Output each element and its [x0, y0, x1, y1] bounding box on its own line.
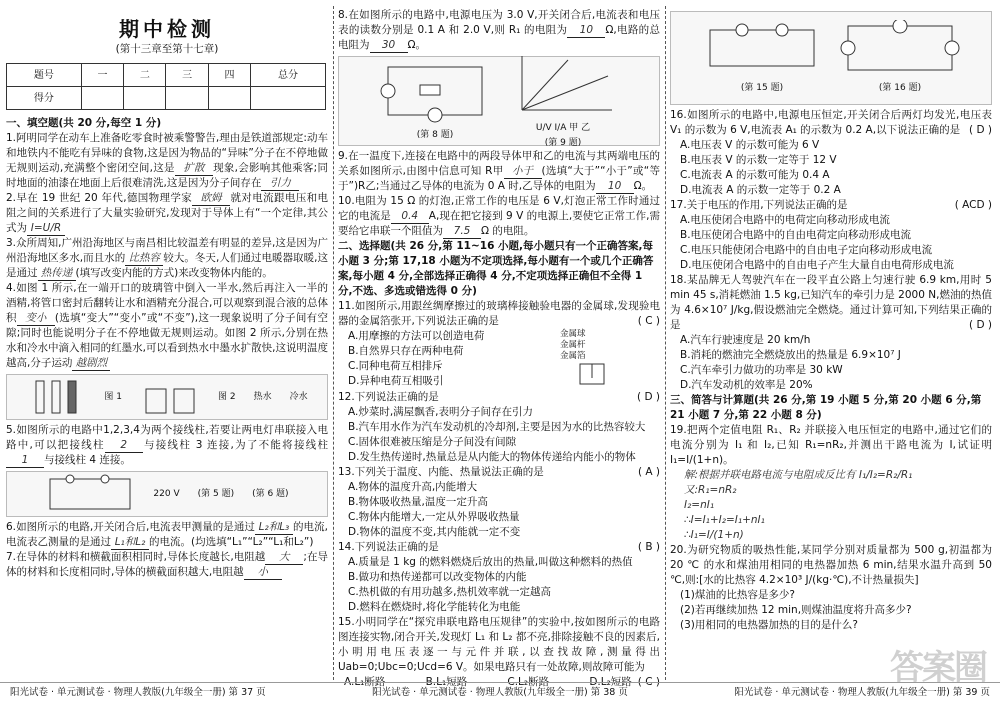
answer-blank: L₂和L₃ [255, 521, 293, 535]
series-label-jia: 甲 [569, 122, 579, 133]
option-a: A.炒菜时,满屋飘香,表明分子间存在引力 [348, 406, 534, 418]
answer-blank: 热传递 [38, 267, 76, 281]
option-d: D.汽车发动机的效率是 20% [680, 379, 813, 391]
answer-blank: 小于 [504, 165, 542, 179]
answer-mark: ( C ) [637, 676, 660, 688]
figure-caption: 图 1 [104, 391, 122, 402]
option-c: C.热机做的有用功越多,热机效率就一定越高 [348, 586, 552, 598]
option-d: D.L₂短路 [589, 676, 632, 688]
option-a: A.汽车行驶速度是 20 km/h [680, 334, 811, 346]
answer-blank: 变小 [17, 312, 55, 326]
column-divider [665, 6, 666, 680]
option-a: A.电压表 V 的示数可能为 6 V [680, 139, 820, 151]
section-fill-blank: 一、填空题(共 20 分,每空 1 分) [6, 117, 162, 129]
figure-15-16 [670, 11, 992, 105]
question-1: 1.阿明同学在动车上准备吃零食时被乘警警告,理由是铁道部规定:动车和地铁内不能吃有异味的食物,这是因为物品的“异味”分子在不停地做无规则运动,充满整个密闭空间,这是 扩散 现象,会影响其他乘客;同时地面的油漆在地面上后很难清洗,这是因为分子间存在 引力 [6, 132, 328, 189]
hot-water-label: 热水 [253, 391, 272, 402]
figure-8 [380, 59, 490, 143]
option-c: C.物体内能增大,一定从外界吸收热量 [348, 511, 520, 523]
option-b: B.做功和热传递都可以改变物体的内能 [348, 571, 527, 583]
voltage-label: 220 V [153, 488, 180, 499]
column-2 [338, 8, 660, 704]
question-4: 4.如图 1 所示,在一端开口的玻璃管中倒入一半水,然后再注入一半的酒精,将管口密封后翻转让水和酒精充分混合,可以观察到混合液的总体积 变小 (选填“变大”“变小”或“不变”),这一现象说明了分子间有空隙;同时也能说明分子在不停地做无规则运动。如图 2 所示,分别在热水和冷水中滴入相同的红墨水,可以看到热水中墨水扩散快,这说明温度越高,分子运动 越剧烈 [6, 282, 328, 369]
score-cell [81, 87, 123, 110]
option-c: C.固体很难被压缩是分子间没有间隙 [348, 436, 517, 448]
watermark-logo: 答案圈 [890, 648, 986, 688]
score-cell: 二 [124, 64, 166, 87]
score-row-values [7, 87, 326, 110]
sub-question: (2)若再继续加热 12 min,则煤油温度将升高多少? [680, 604, 912, 616]
question-14: 14.下列说法正确的是 ( B ) [338, 541, 660, 553]
score-cell [124, 87, 166, 110]
solution-line: ∴I=I₁+I₂=I₁+nI₁ [684, 514, 765, 526]
answer-blank: 大 [265, 551, 303, 565]
score-cell: 一 [81, 64, 123, 87]
figure-caption: (第 6 题) [252, 488, 289, 499]
answer-blank: 1 [6, 454, 44, 468]
score-cell: 得分 [7, 87, 82, 110]
answer-blank: 引力 [261, 177, 299, 191]
answer-blank: L₁和L₂ [111, 536, 149, 550]
question-12: 12.下列说法正确的是 ( D ) [338, 391, 660, 403]
sub-question: (3)用相同的电热器加热的目的是什么? [680, 619, 858, 631]
figure-diffusion [6, 374, 328, 420]
figure-caption: 图 2 [217, 391, 236, 402]
answer-mark: ( A ) [637, 466, 660, 478]
section-calculation: 三、简答与计算题(共 26 分,第 19 小题 5 分,第 20 小题 6 分,第 21 小题 7 分,第 22 小题 8 分) [670, 394, 982, 421]
question-9: 9.在一温度下,连接在电路中的两段导体甲和乙的电流与其两端电压的关系如图所示,由图中信息可知 R甲 小于 (选填“大于”“小于”或“等于”)R乙;当通过乙导体的电流为 0 A 时,乙导体的电阻为 10 Ω。 [338, 150, 660, 192]
answer-blank: I=U/R [27, 222, 65, 236]
question-10: 10.电阻为 15 Ω 的灯泡,正常工作的电压是 6 V,灯泡正常工作时通过它的电流是 0.4 A,现在把它接到 9 V 的电源上,要使它正常工作,需要给它串联一个阻值为 7.5 Ω 的电阻。 [338, 195, 661, 237]
score-cell: 题号 [7, 64, 82, 87]
option-c: C.电压只能使闭合电路中的自由电子定向移动形成电流 [680, 244, 933, 256]
question-19: 19.把两个定值电阻 R₁、R₂ 并联接入电压恒定的电路中,通过它们的电流分别为 I₁ 和 I₂,已知 R₁=nR₂,并测出干路电流为 I,试证明 I₁=I/(1+n)。 [670, 424, 992, 466]
question-6: 6.如图所示的电路,开关闭合后,电流表甲测量的是通过 L₂和L₃ 的电流,电流表乙测量的是通过 L₁和L₂ 的电流。(均选填“L₁”“L₂”“L₁和L₂”) [6, 521, 328, 548]
score-cell [166, 87, 208, 110]
question-11: 11.如图所示,用跟丝绸摩擦过的玻璃棒接触验电器的金属球,发现验电器的金属箔张开,下列说法正确的是 ( C ) [338, 300, 660, 327]
figure-caption: (第 16 题) [878, 83, 922, 93]
question-2: 2.早在 19 世纪 20 年代,德国物理学家 欧姆 就对电流跟电压和电阻之间的关系进行了大量实验研究,发现对于导体上有“一个定律,其公式为 I=U/R [6, 192, 328, 234]
beaker-figure-icon [140, 377, 200, 417]
score-cell [251, 87, 326, 110]
option-a: A.物体的温度升高,内能增大 [348, 481, 478, 493]
question-16: 16.如图所示的电路中,电源电压恒定,开关闭合后两灯均发光,电压表 V₁ 的示数为 6 V,电流表 A₁ 的示数为 0.2 A,以下说法正确的是 ( D ) [670, 109, 992, 136]
option-d: D.电压使闭合电路中的自由电子产生大量自由电荷形成电流 [680, 259, 954, 271]
option-c: C.电流表 A 的示数可能为 0.4 A [680, 169, 830, 181]
option-d: D.燃料在燃烧时,将化学能转化为电能 [348, 601, 521, 613]
figure-9 [508, 52, 618, 151]
figure-caption: (第 9 题) [544, 137, 582, 148]
solution-line: ∴I₁=I/(1+n) [684, 529, 744, 541]
column-1 [6, 8, 328, 704]
answer-blank: 10 [567, 24, 605, 38]
question-18: 18.某品牌无人驾驶汽车在一段平直公路上匀速行驶 6.9 km,用时 5 min 45 s,消耗燃油 1.5 kg,已知汽车的牵引力是 2000 N,燃油的热值为 4.6×10⁷ J/kg,假设燃油完全燃烧。通过计算可知,下列结果正确的是 ( D ) [670, 274, 992, 331]
option-a: A.电压使闭合电路中的电荷定向移动形成电流 [680, 214, 890, 226]
circuit-diagram-icon [380, 59, 490, 123]
option-a: A.用摩擦的方法可以创造电荷 [348, 330, 485, 342]
answer-mark: ( D ) [969, 124, 992, 136]
tube-figure-icon [26, 377, 86, 417]
answer-blank: 比热容 [125, 252, 163, 266]
option-b: B.物体吸收热量,温度一定升高 [348, 496, 488, 508]
sub-question: (1)煤油的比热容是多少? [680, 589, 795, 601]
question-15: 15.小明同学在“探究串联电路电压规律”的实验中,按如图所示的电路图连接实物,闭合开关,发现灯 L₁ 和 L₂ 都不亮,排除接触不良的因素后,小明用电压表逐一与元件并联,以查找故障,测量得出 Uab=0;Ubc=0;Ucd=6 V。如果电路只有一处故障,则故障可能为 ( C ) [338, 616, 660, 688]
solution-line: 解:根据并联电路电流与电阻成反比有 I₁/I₂=R₂/R₁ [684, 469, 913, 481]
axis-label-u: U/V [535, 122, 552, 133]
score-cell [208, 87, 250, 110]
label-metal-foil: 金属箔 [560, 351, 586, 361]
option-d: D.异种电荷互相吸引 [348, 375, 444, 387]
score-row-header [7, 64, 326, 87]
solution-19 [684, 468, 992, 543]
footer-right: 阳光试卷 · 单元测试卷 · 物理人教版(九年级全一册) 第 39 页 [734, 687, 990, 698]
question-7: 7.在导体的材料和横截面积相同时,导体长度越长,电阻越 大 ;在导体的材料和长度相同时,导体的横截面积越大,电阻越 小 [6, 551, 328, 578]
option-c: C.同种电荷互相排斥 [348, 360, 443, 372]
answer-blank: 10 [596, 180, 634, 194]
page-footer [0, 682, 1000, 700]
footer-left: 阳光试卷 · 单元测试卷 · 物理人教版(九年级全一册) 第 37 页 [10, 687, 266, 698]
electroscope-figure [560, 329, 660, 390]
figure-circuits-5-6 [6, 471, 328, 517]
question-3: 3.众所周知,广州沿海地区与南昌相比较温差有明显的差异,这是因为广州沿海地区多水,而且水的 比热容 较大。冬天,人们通过电暖器取暖,这是通过 热传递 (填写改变内能的方式)来改变物体内能的。 [6, 237, 328, 279]
axis-label-i: I/A [554, 122, 567, 133]
label-metal-ball: 金属球 [560, 329, 586, 339]
option-a: A.L₁断路 [344, 676, 386, 688]
option-d: D.发生热传递时,热量总是从内能大的物体传递给内能小的物体 [348, 451, 636, 463]
figure-caption: (第 5 题) [197, 488, 235, 499]
option-b: B.汽车用水作为汽车发动机的冷却剂,主要是因为水的比热容较大 [348, 421, 646, 433]
score-cell: 三 [166, 64, 208, 87]
series-label-yi: 乙 [581, 122, 591, 133]
answer-blank: 0.4 [391, 210, 429, 224]
solution-line: 又:R₁=nR₂ [684, 484, 737, 496]
score-cell: 总分 [251, 64, 326, 87]
answer-blank: 2 [105, 439, 143, 453]
iv-graph-icon [508, 52, 618, 116]
footer-center: 阳光试卷 · 单元测试卷 · 物理人教版(九年级全一册) 第 38 页 [372, 687, 628, 698]
score-cell: 四 [208, 64, 250, 87]
series-circuit-icon [702, 20, 822, 76]
section-choice: 二、选择题(共 26 分,第 11~16 小题,每小题只有一个正确答案,每小题 3 分;第 17,18 小题为不定项选择,每小题有一个或几个正确答案,每小题 4 分,全部选择正确得 4 分,不定项选择正确但不全得 1 分,不选、多选或错选得 0 分) [338, 240, 654, 297]
question-8: 8.在如图所示的电路中,电源电压为 3.0 V,开关闭合后,电流表和电压表的读数分别是 0.1 A 和 2.0 V,则 R₁ 的电阻为 10 Ω,电路的总电阻为 30 Ω。 [338, 9, 660, 51]
electroscope-icon [560, 362, 620, 386]
option-b: B.电压表 V 的示数一定等于 12 V [680, 154, 837, 166]
figure-caption: (第 15 题) [740, 83, 784, 93]
answer-blank: 7.5 [443, 225, 481, 239]
option-b: B.消耗的燃油完全燃烧放出的热量是 6.9×10⁷ J [680, 349, 901, 361]
answer-blank: 扩散 [175, 162, 213, 176]
answer-mark: ( B ) [637, 541, 660, 553]
answer-blank: 小 [244, 566, 282, 580]
column-3 [670, 8, 992, 704]
option-b: B.电压使闭合电路中的自由电荷定向移动形成电流 [680, 229, 912, 241]
cold-water-label: 冷水 [289, 391, 308, 402]
option-b: B.自然界只存在两种电荷 [348, 345, 464, 357]
figure-caption: (第 8 题) [416, 130, 454, 140]
page-subtitle: (第十三章至第十七章) [115, 43, 219, 55]
circuit-diagram-icon [45, 474, 135, 514]
page-title: 期中检测 [119, 17, 215, 41]
column-divider [333, 6, 334, 680]
question-11-options [338, 329, 660, 390]
option-d: D.电流表 A 的示数一定等于 0.2 A [680, 184, 841, 196]
parallel-circuit-icon [840, 20, 960, 76]
question-13: 13.下列关于温度、内能、热量说法正确的是 ( A ) [338, 466, 660, 478]
answer-mark: ( C ) [637, 315, 660, 327]
question-5: 5.如图所示的电路中1,2,3,4为两个接线柱,若要让两电灯串联接入电路中,可以把接线柱 2 与接线柱 3 连接,为了不能将接线柱1 与接线柱 4 连接。 [6, 424, 328, 466]
option-d: D.物体的温度不变,其内能就一定不变 [348, 526, 521, 538]
answer-blank: 越剧烈 [72, 357, 110, 371]
question-20: 20.为研究物质的吸热性能,某同学分别对质量都为 500 g,初温都为 20 ℃ 的水和煤油用相同的电热器加热 6 min,结果水温升高到 50 ℃,则:[水的比热容 4.2×10³ J/(kg·℃),不计热量损失] [670, 544, 992, 586]
figure-8-9 [338, 56, 660, 146]
option-c: C.L₂断路 [507, 676, 550, 688]
solution-line: I₂=nI₁ [684, 499, 715, 511]
option-c: C.汽车牵引力做功的功率是 30 kW [680, 364, 843, 376]
answer-mark: ( D ) [637, 391, 660, 403]
answer-blank: 欧姆 [192, 192, 230, 206]
option-a: A.质量是 1 kg 的燃料燃烧后放出的热量,叫做这种燃料的热值 [348, 556, 633, 568]
answer-mark: ( ACD ) [954, 199, 992, 211]
option-b: B.L₁短路 [425, 676, 468, 688]
answer-blank: 30 [370, 39, 408, 53]
label-metal-rod: 金属杆 [560, 340, 586, 350]
score-table [6, 63, 326, 110]
answer-mark: ( D ) [969, 319, 992, 331]
question-17: 17.关于电压的作用,下列说法正确的是 ( ACD ) [670, 199, 992, 211]
